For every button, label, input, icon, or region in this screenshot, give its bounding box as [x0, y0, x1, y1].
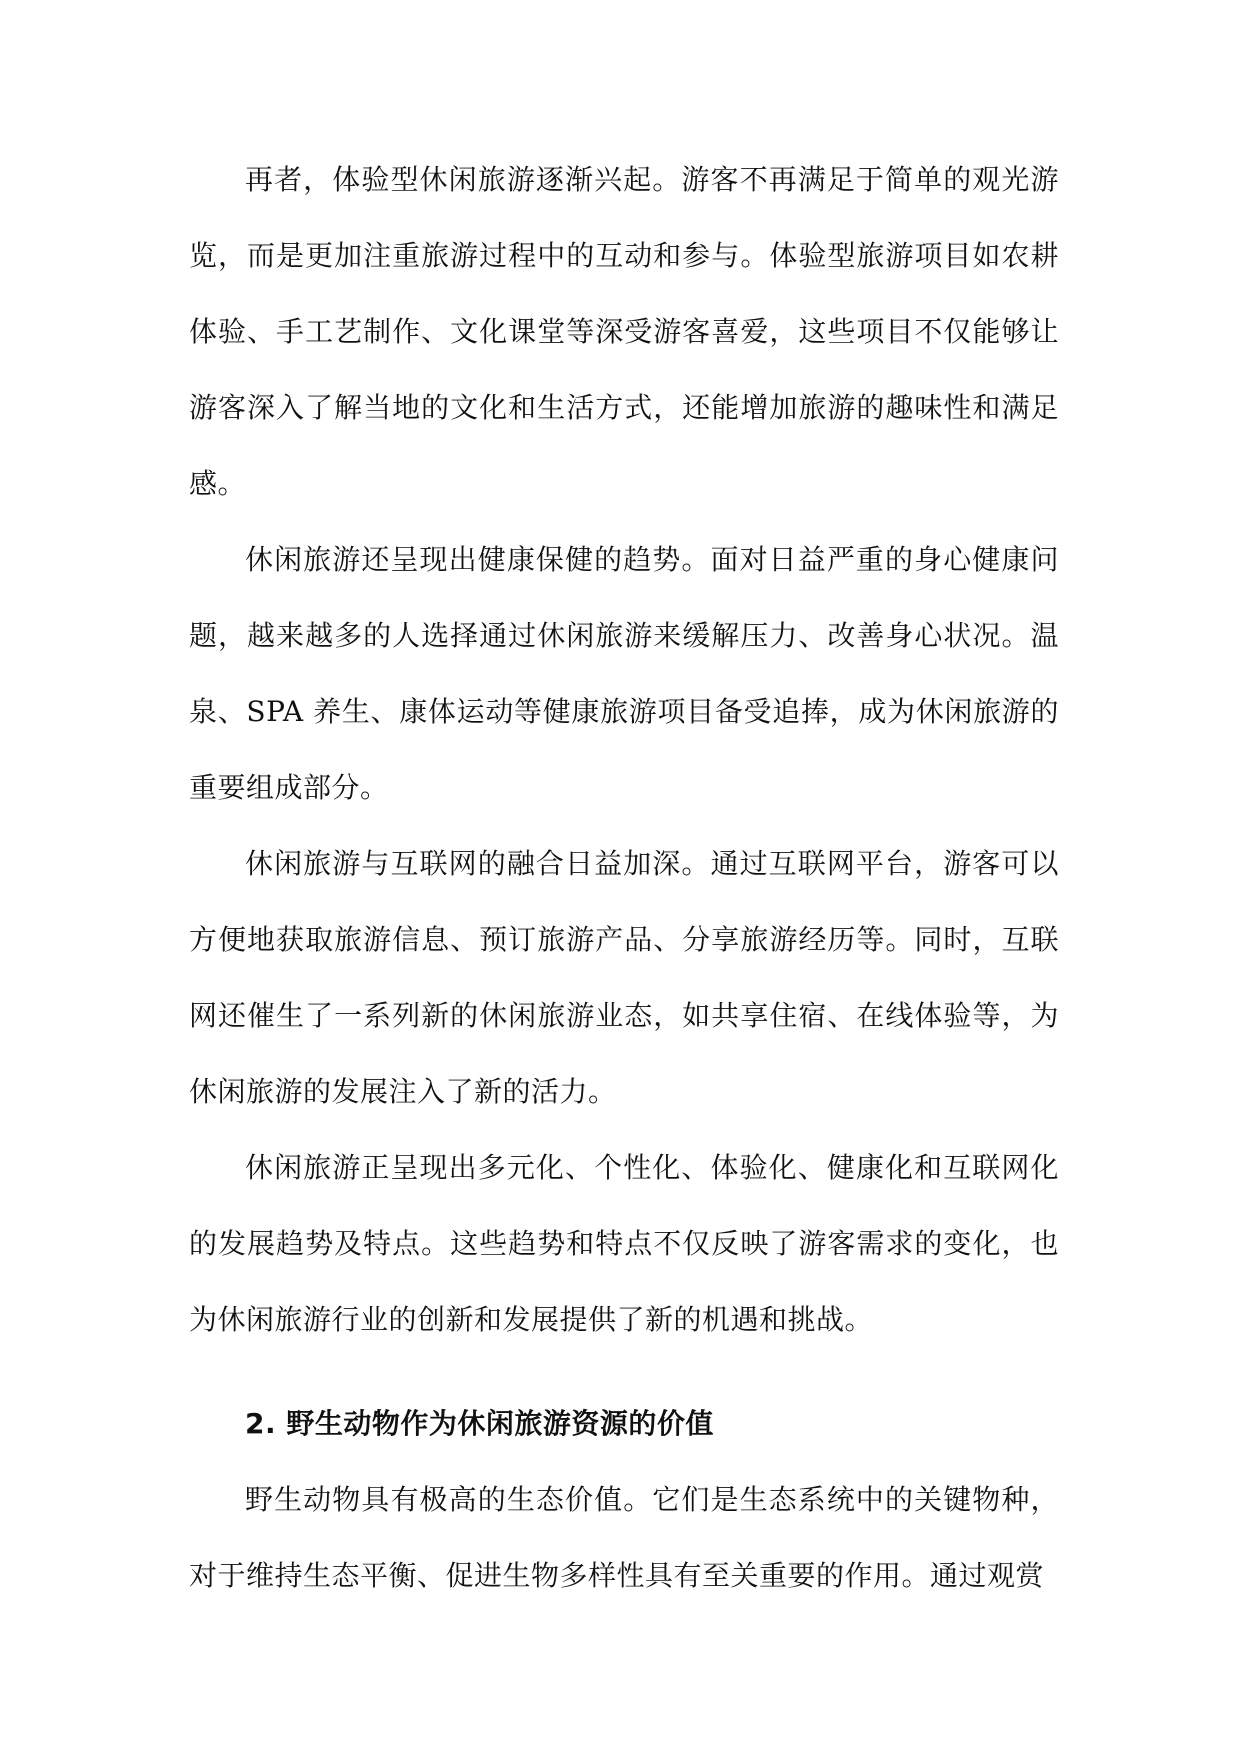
paragraph-ecological-value: 野生动物具有极高的生态价值。它们是生态系统中的关键物种，对于维持生态平衡、促进生物多样性具有至关重要的作用。通过观赏 [189, 1483, 1059, 1592]
paragraph-internet-tourism: 休闲旅游与互联网的融合日益加深。通过互联网平台，游客可以方便地获取旅游信息、预订旅游产品、分享旅游经历等。同时，互联网还催生了一系列新的休闲旅游业态，如共享住宿、在线体验等，为休闲旅游的发展注入了新的活力。 [189, 847, 1059, 1108]
paragraph-experiential-tourism: 再者，体验型休闲旅游逐渐兴起。游客不再满足于简单的观光游览，而是更加注重旅游过程中的互动和参与。体验型旅游项目如农耕体验、手工艺制作、文化课堂等深受游客喜爱，这些项目不仅能够让游客深入了解当地的文化和生活方式，还能增加旅游的趣味性和满足感。 [189, 163, 1059, 500]
paragraph-health-tourism: 休闲旅游还呈现出健康保健的趋势。面对日益严重的身心健康问题，越来越多的人选择通过休闲旅游来缓解压力、改善身心状况。温泉、SPA 养生、康体运动等健康旅游项目备受追捧，成为休闲旅游的重要组成部分。 [189, 543, 1059, 804]
section-heading: 2. 野生动物作为休闲旅游资源的价值 [245, 1407, 714, 1440]
document-body [189, 142, 1059, 1614]
paragraph-summary: 休闲旅游正呈现出多元化、个性化、体验化、健康化和互联网化的发展趋势及特点。这些趋势和特点不仅反映了游客需求的变化，也为休闲旅游行业的创新和发展提供了新的机遇和挑战。 [189, 1151, 1059, 1336]
